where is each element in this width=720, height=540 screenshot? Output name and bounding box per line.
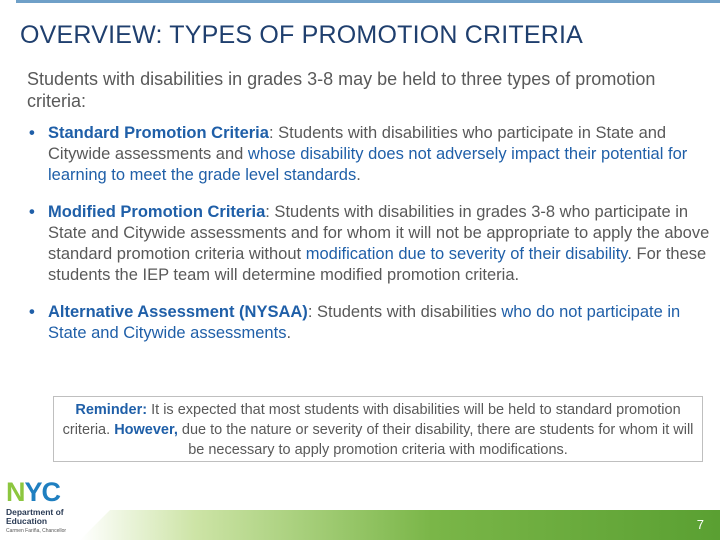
criteria-highlight: whose disability does not adversely impact their potential for learning to meet the grade level standards [48,145,688,184]
criteria-term: Modified Promotion Criteria [48,203,266,221]
criteria-item-standard [27,123,710,186]
page-number: 7 [696,517,704,532]
criteria-term: Standard Promotion Criteria [48,124,269,142]
criteria-text-end: . [286,324,292,342]
criteria-term: Alternative Assessment (NYSAA) [48,303,308,321]
title-bar [0,0,720,55]
reminder-text-end: due to the nature or severity of their disability, there are students for whom it will be necessary to apply promotion criteria with modifications. [177,422,694,458]
logo-letter: Y [24,477,42,507]
criteria-item-alternative [27,302,710,344]
logo-letter: C [41,477,61,507]
logo-subtitle: Carmen Fariña, Chancellor [6,528,67,534]
bullet-icon: • [29,303,35,321]
criteria-text: : Students with disabilities [307,303,502,321]
criteria-highlight: modification due to severity of their disability [305,245,628,263]
footer-bar [80,510,720,540]
reminder-label: Reminder: [75,402,148,418]
reminder-however: However, [114,422,178,438]
bullet-icon: • [29,124,35,142]
bullet-icon: • [29,203,35,221]
reminder-box [53,396,703,462]
criteria-text: : Students with disabilities who participate in State and Citywide assessments and [48,124,667,163]
criteria-text-end: . For these students the IEP team will determine modified promotion criteria. [48,245,707,284]
logo-department: Department of Education [6,507,64,526]
nyc-logo-letters [6,479,106,506]
criteria-text-end: . [356,166,361,184]
criteria-text: : Students with disabilities in grades 3-8 who participate in State and Citywide assessments and for whom it will not be appropriate to apply the above standard promotion criteria without [48,203,710,263]
nyc-doe-logo [6,479,106,537]
reminder-text: It is expected that most students with disabilities will be held to standard promotion criteria. [62,402,681,438]
logo-letter: N [6,477,25,507]
criteria-list [27,123,710,360]
slide-title: OVERVIEW: TYPES OF PROMOTION CRITERIA [20,21,584,49]
intro-text: Students with disabilities in grades 3-8 may be held to three types of promotion criteria: [27,69,656,111]
criteria-item-modified [27,202,710,286]
criteria-highlight: who do not participate in State and Citywide assessments [48,303,681,342]
